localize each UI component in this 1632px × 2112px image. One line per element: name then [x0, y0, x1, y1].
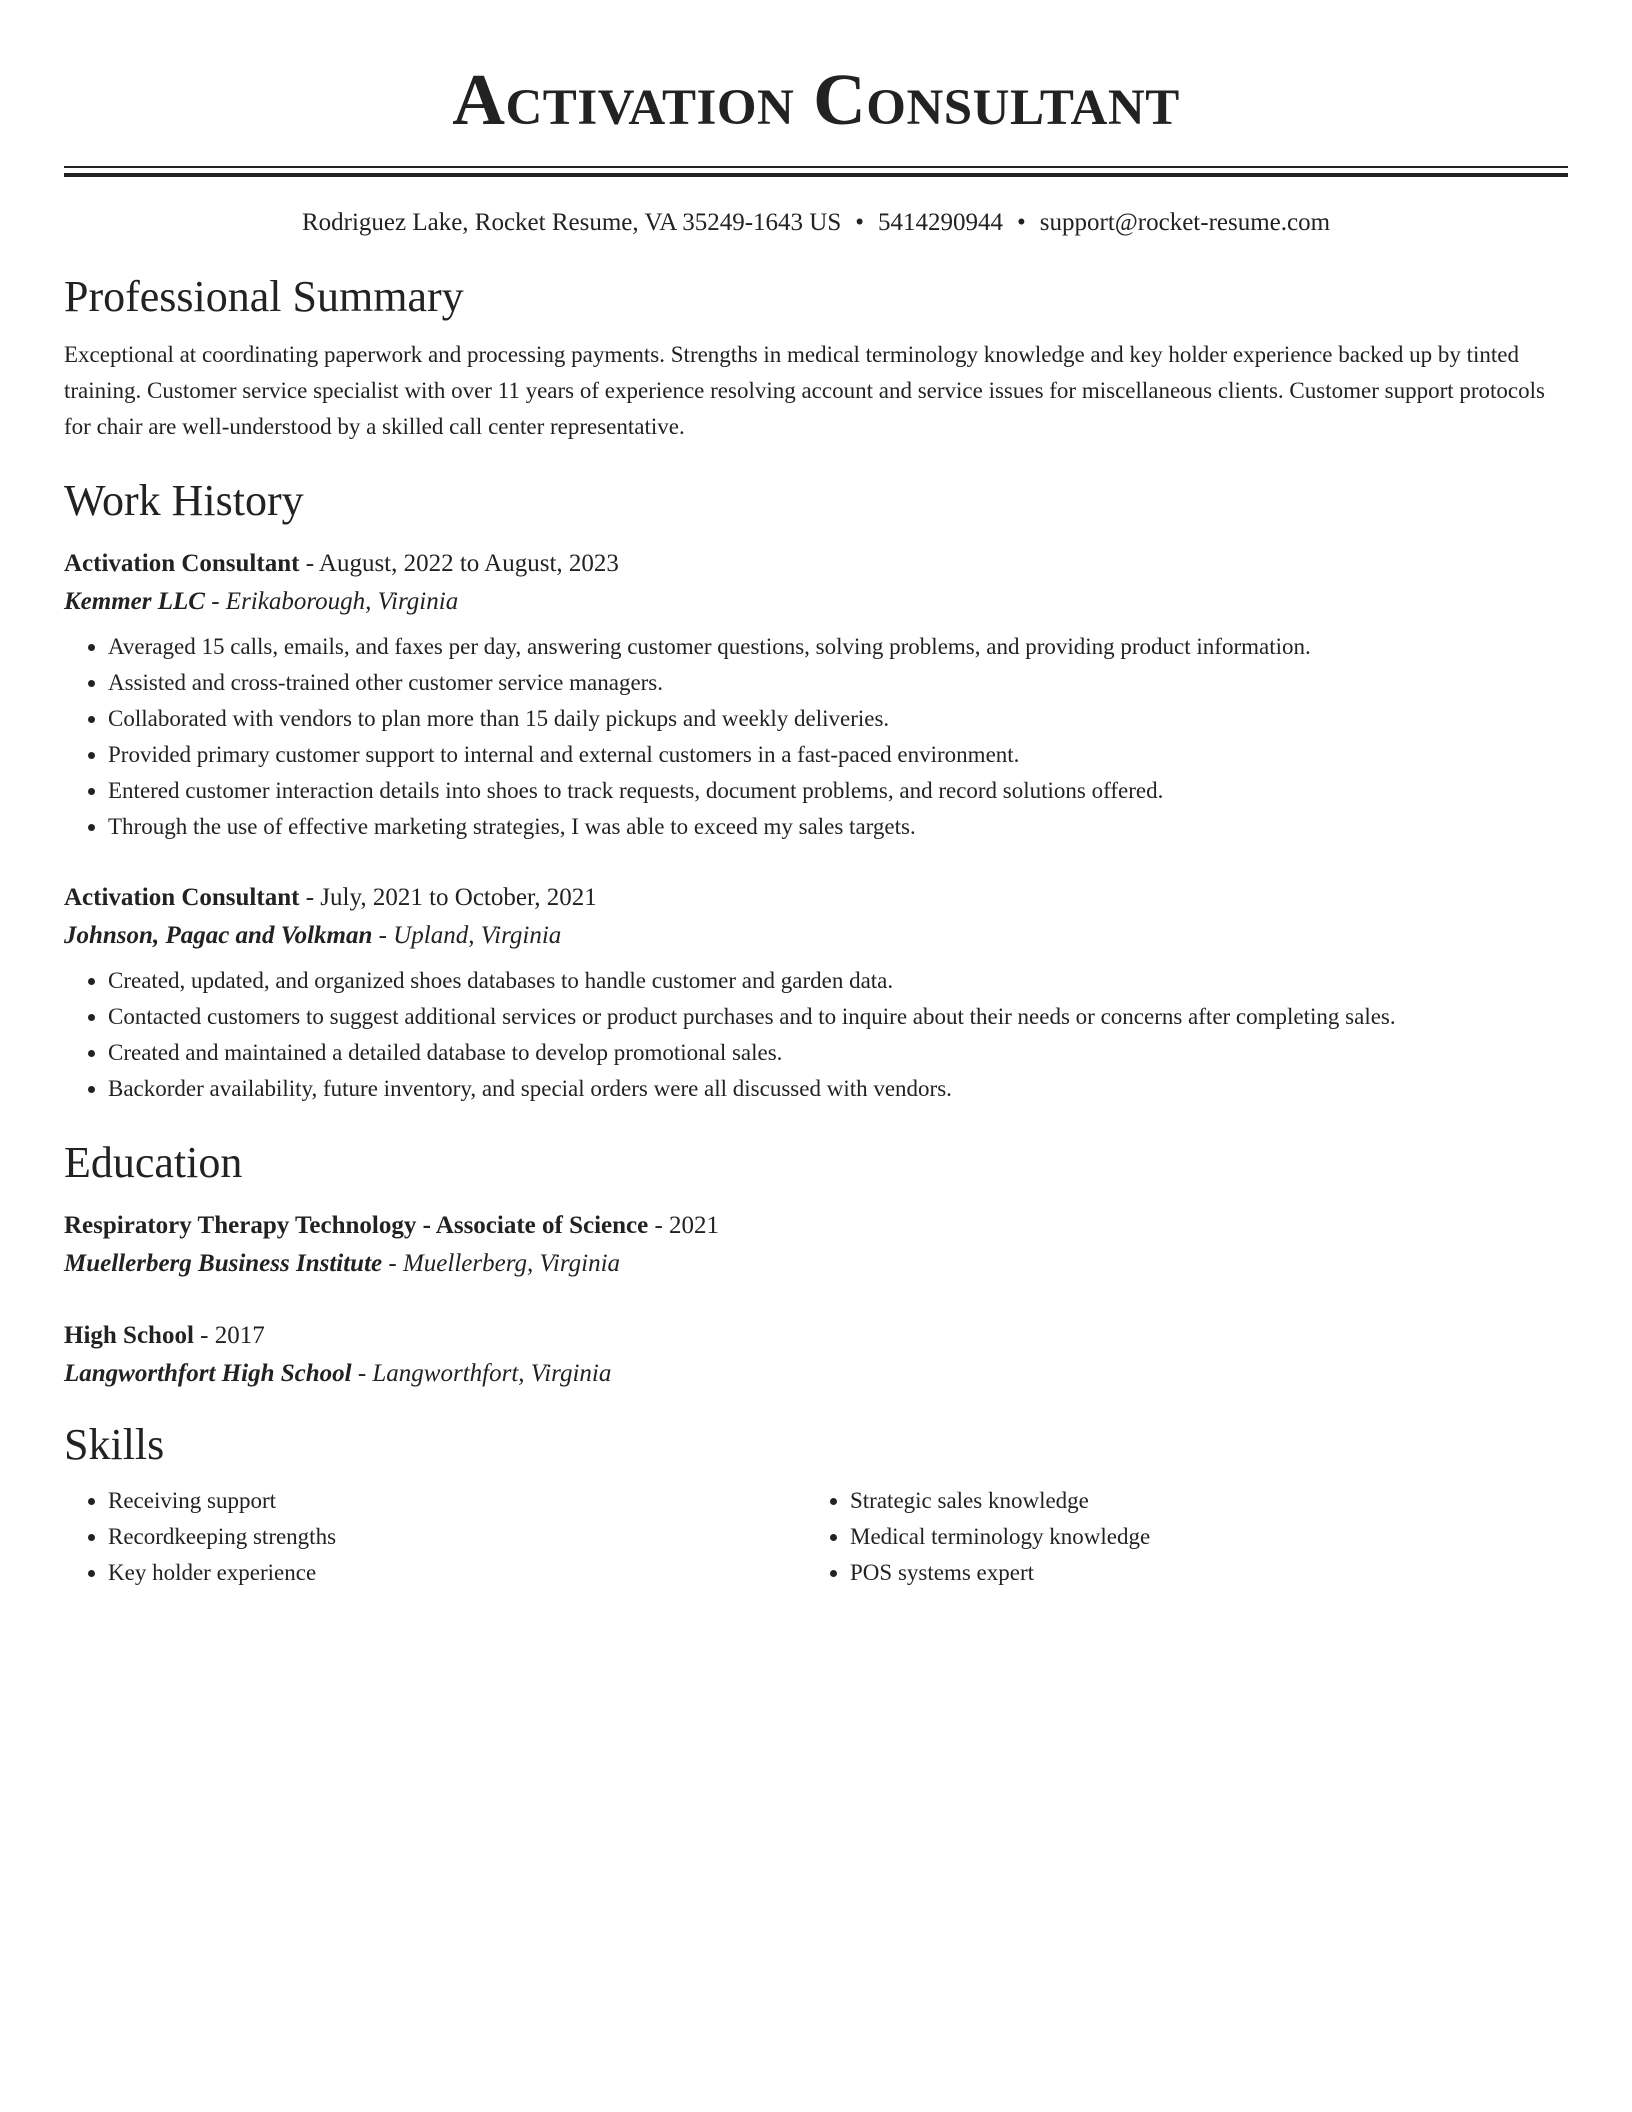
education-location: - Langworthfort, Virginia — [351, 1360, 612, 1387]
skills-list — [806, 1483, 1548, 1591]
education-school: Langworthfort High School — [64, 1360, 352, 1387]
job-company: Kemmer LLC — [64, 588, 205, 615]
contact-phone: 5414290944 — [878, 209, 1003, 236]
job-bullet: • Entered customer interaction details into shoes to track requests, document problems, and record solutions offered. — [108, 773, 1568, 809]
job-title-line — [64, 545, 1568, 583]
skills-section — [64, 1417, 1568, 1591]
education-entry — [64, 1207, 1568, 1283]
summary-section — [64, 269, 1568, 445]
education-school-line — [64, 1355, 1568, 1393]
job-bullet: • Created and maintained a detailed database to develop promotional sales. — [108, 1035, 1568, 1071]
education-entry — [64, 1317, 1568, 1393]
skills-column-right — [806, 1483, 1548, 1591]
education-school-line — [64, 1245, 1568, 1283]
skills-list — [64, 1483, 806, 1591]
contact-separator: • — [855, 209, 864, 236]
education-section — [64, 1135, 1568, 1393]
education-year: - 2017 — [193, 1322, 265, 1349]
resume-name: Activation Consultant — [452, 59, 1180, 140]
summary-text: Exceptional at coordinating paperwork and processing payments. Strengths in medical terminology knowledge and key holder experience backed up by tinted training. Customer service specialist with over 11 years of experience resolving account and service issues for miscellaneous clients. Customer support protocols for chair are well-understood by a skilled call center representative. — [64, 342, 1545, 439]
education-degree: Respiratory Therapy Technology - Associate of Science — [64, 1212, 649, 1239]
contact-email: support@rocket-resume.com — [1039, 209, 1331, 236]
job-bullet-list — [64, 629, 1568, 845]
skill-item: • Receiving support — [108, 1483, 806, 1519]
skills-heading: Skills — [64, 1420, 165, 1469]
header-divider — [64, 166, 1568, 177]
education-heading: Education — [64, 1138, 243, 1187]
contact-address: Rodriguez Lake, Rocket Resume, VA 35249-1643 US — [301, 209, 842, 236]
job-bullet: • Averaged 15 calls, emails, and faxes per day, answering customer questions, solving problems, and providing product information. — [108, 629, 1568, 665]
education-school: Muellerberg Business Institute — [64, 1250, 383, 1277]
contact-line — [64, 207, 1568, 239]
work-history-heading: Work History — [64, 476, 304, 525]
contact-separator: • — [1017, 209, 1026, 236]
job-company: Johnson, Pagac and Volkman — [64, 922, 373, 949]
job-bullet: • Contacted customers to suggest additional services or product purchases and to inquire about their needs or concerns after completing sales. — [108, 999, 1568, 1035]
job-location: - Upland, Virginia — [372, 922, 562, 949]
skills-column-left — [64, 1483, 806, 1591]
job-bullet-list — [64, 963, 1568, 1107]
job-bullet: • Backorder availability, future inventory, and special orders were all discussed with vendors. — [108, 1071, 1568, 1107]
job-bullet: • Provided primary customer support to internal and external customers in a fast-paced environment. — [108, 737, 1568, 773]
job-company-line — [64, 917, 1568, 955]
job-dates: - August, 2022 to August, 2023 — [299, 550, 619, 577]
summary-heading: Professional Summary — [64, 272, 464, 321]
job-bullet: • Assisted and cross-trained other customer service managers. — [108, 665, 1568, 701]
job-bullet: • Collaborated with vendors to plan more than 15 daily pickups and weekly deliveries. — [108, 701, 1568, 737]
skill-item: • Key holder experience — [108, 1555, 806, 1591]
job-bullet: • Created, updated, and organized shoes databases to handle customer and garden data. — [108, 963, 1568, 999]
work-history-section — [64, 473, 1568, 1107]
skill-item: • POS systems expert — [850, 1555, 1548, 1591]
job-location: - Erikaborough, Virginia — [204, 588, 459, 615]
job-bullet: • Through the use of effective marketing strategies, I was able to exceed my sales targets. — [108, 809, 1568, 845]
education-degree: High School — [64, 1322, 194, 1349]
education-degree-line — [64, 1317, 1568, 1355]
job-company-line — [64, 583, 1568, 621]
job-dates: - July, 2021 to October, 2021 — [299, 884, 597, 911]
education-location: - Muellerberg, Virginia — [382, 1250, 621, 1277]
job-role: Activation Consultant — [64, 884, 300, 911]
job-entry — [64, 879, 1568, 1107]
skill-item: • Medical terminology knowledge — [850, 1519, 1548, 1555]
skill-item: • Strategic sales knowledge — [850, 1483, 1548, 1519]
job-entry — [64, 545, 1568, 845]
job-role: Activation Consultant — [64, 550, 300, 577]
education-degree-line — [64, 1207, 1568, 1245]
skill-item: • Recordkeeping strengths — [108, 1519, 806, 1555]
job-title-line — [64, 879, 1568, 917]
skills-grid — [64, 1483, 1568, 1591]
education-year: - 2021 — [648, 1212, 720, 1239]
